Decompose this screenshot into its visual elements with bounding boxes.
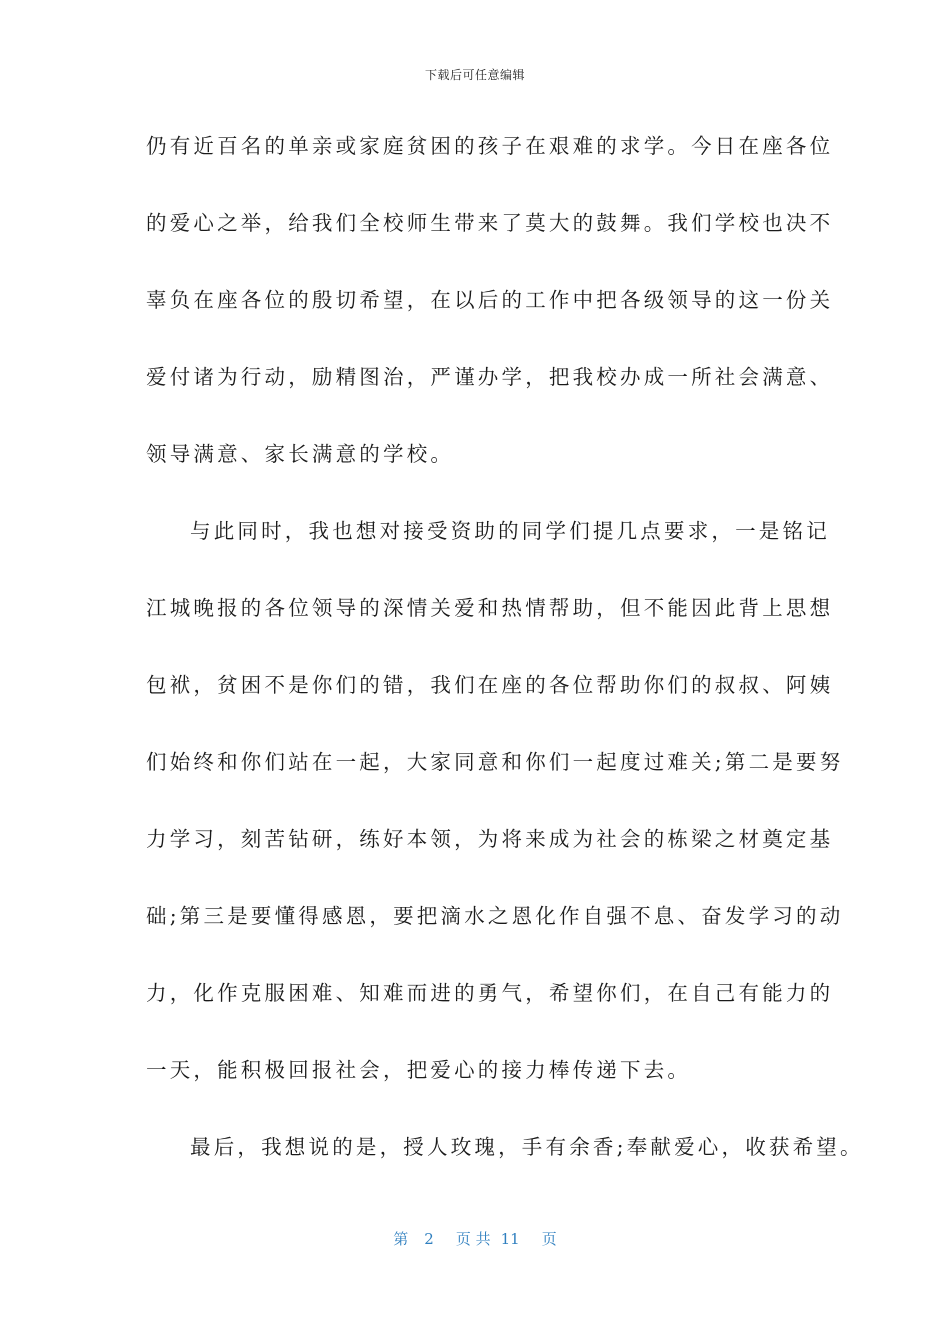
text-line: 爱付诸为行动，励精图治，严谨办学，把我校办成一所社会满意、 [146, 365, 834, 389]
text-line: 力学习，刻苦钻研，练好本领，为将来成为社会的栋梁之材奠定基 [146, 827, 834, 851]
footer-prefix: 第 [393, 1230, 409, 1248]
text-line: 仍有近百名的单亲或家庭贫困的孩子在艰难的求学。今日在座各位 [146, 134, 834, 158]
footer-suffix: 页 [541, 1230, 557, 1248]
footer-middle: 页 共 [455, 1230, 491, 1248]
paragraph-start-line: 最后，我想说的是，授人玫瑰，手有余香;奉献爱心，收获希望。 [190, 1135, 864, 1159]
text-line: 们始终和你们站在一起，大家同意和你们一起度过难关;第二是要努 [146, 750, 844, 774]
footer-current-page: 2 [424, 1230, 434, 1248]
page-footer [0, 1228, 950, 1249]
text-line: 一天，能积极回报社会，把爱心的接力棒传递下去。 [146, 1058, 692, 1082]
text-line: 力，化作克服困难、知难而进的勇气，希望你们，在自己有能力的 [146, 981, 834, 1005]
paragraph-start-line: 与此同时，我也想对接受资助的同学们提几点要求，一是铭记 [190, 519, 830, 543]
text-line: 包袱，贫困不是你们的错，我们在座的各位帮助你们的叔叔、阿姨 [146, 673, 834, 697]
text-line: 础;第三是要懂得感恩，要把滴水之恩化作自强不息、奋发学习的动 [146, 904, 844, 928]
text-line: 辜负在座各位的殷切希望，在以后的工作中把各级领导的这一份关 [146, 288, 834, 312]
text-line: 的爱心之举，给我们全校师生带来了莫大的鼓舞。我们学校也决不 [146, 211, 834, 235]
page-header: 下载后可任意编辑 [424, 68, 525, 82]
text-line: 江城晚报的各位领导的深情关爱和热情帮助，但不能因此背上思想 [146, 596, 834, 620]
footer-total-pages: 11 [500, 1230, 520, 1248]
document-body [146, 118, 864, 1196]
text-line: 领导满意、家长满意的学校。 [146, 442, 455, 466]
